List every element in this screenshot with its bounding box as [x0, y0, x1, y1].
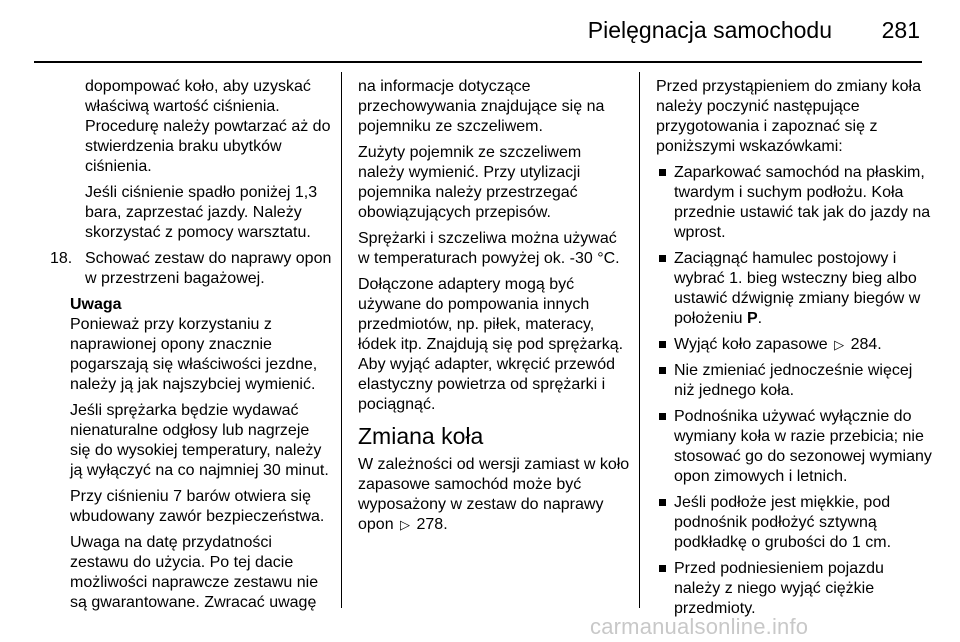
bullet-text-4: Nie zmieniać jednocześnie więcej niż jednego koła. [674, 362, 913, 399]
col2-paragraph-1: na informacje dotyczące przechowywania znajdujące się na pojemniku ze szczeliwem. [358, 78, 605, 135]
bullet-square-icon [659, 499, 666, 506]
bullet-text-2-end: . [757, 310, 763, 327]
col2-paragraph-4: Dołączone adaptery mogą być używane do pompowania innych przedmiotów, np. piłek, materacy, łódek itp. Znajdują się pod sprężarką. Aby wyjąć adapter, wkręcić przewód elastyczny powietrza od sprężarki i pociągnąć. [358, 276, 624, 413]
bullet-square-icon [659, 413, 666, 420]
note-paragraph-2: Jeśli sprężarka będzie wydawać nienaturalne odgłosy lub nagrzeje się do wysokiej temperatury, należy ją wyłączyć na co najmniej 30 minut. [70, 402, 329, 479]
bullet-square-icon [659, 367, 666, 374]
bullet-text-1: Zaparkować samochód na płaskim, twardym i suchym podłożu. Koła przednie ustawić tak jak do jazdy na wprost. [674, 164, 931, 241]
step-18-text: Schować zestaw do naprawy opon w przestrzeni bagażowej. [85, 250, 332, 287]
note-title: Uwaga [70, 296, 122, 313]
bullet-item [656, 559, 932, 619]
column-1 [50, 77, 332, 619]
bullet-square-icon [659, 169, 666, 176]
bullet-item [656, 335, 932, 355]
cross-reference-icon: ▷ [834, 337, 845, 352]
section-heading: Zmiana koła [358, 423, 484, 449]
page-title: Pielęgnacja samochodu [587, 17, 832, 43]
col2-paragraph-3: Sprężarki i szczeliwa można używać w temperaturach powyżej ok. -30 °C. [358, 230, 620, 267]
col3-intro: Przed przystąpieniem do zmiany koła należy poczynić następujące przygotowania i zapoznać się z poniższymi wskazówkami: [656, 78, 922, 155]
note-paragraph-4: Uwaga na datę przydatności zestawu do użycia. Po tej dacie możliwości naprawcze zestawu nie są gwarantowane. Zwracać uwagę [70, 534, 319, 611]
bullet-item [656, 249, 932, 329]
gear-position-p: P [746, 310, 758, 327]
watermark-brand: carmanualsonline.info [590, 614, 809, 639]
col2-paragraph-5-text: W zależności od wersji zamiast w koło zapasowe samochód może być wyposażony w zestaw do naprawy opon [358, 456, 630, 533]
bullet-square-icon [659, 255, 666, 262]
header-divider [34, 61, 922, 63]
bullet-item [656, 163, 932, 243]
column-2 [358, 77, 630, 541]
note-paragraph-3: Przy ciśnieniu 7 barów otwiera się wbudowany zawór bezpieczeństwa. [70, 488, 325, 525]
bullet-item [656, 493, 932, 553]
col2-paragraph-2: Zużyty pojemnik ze szczeliwem należy wymienić. Przy utylizacji pojemnika należy przestrzegać obowiązujących przepisów. [358, 144, 582, 221]
bullet-text-6: Jeśli podłoże jest miękkie, pod podnośnik podłożyć sztywną podkładkę o grubości do 1 cm. [674, 494, 892, 551]
step-18 [50, 249, 332, 289]
column-divider-1 [341, 72, 342, 608]
column-divider-2 [639, 72, 640, 608]
bullet-square-icon [659, 565, 666, 572]
col2-paragraph-5 [358, 455, 630, 535]
page-reference-284[interactable]: 284. [850, 336, 882, 353]
step-17-continuation: dopompować koło, aby uzyskać właściwą wartość ciśnienia. Procedurę należy powtarzać aż do stwierdzenia braku ubytków ciśnienia. [85, 78, 331, 175]
bullet-text-2: Zaciągnąć hamulec postojowy i wybrać 1. bieg wsteczny bieg albo ustawić dźwignię zmiany biegów w położeniu [674, 250, 921, 327]
column-3 [656, 77, 932, 625]
bullet-text-5: Podnośnika używać wyłącznie do wymiany koła w razie przebicia; nie stosować go do sezonowej wymiany opon zimowych i letnich. [674, 408, 932, 485]
page-reference-278[interactable]: 278. [416, 516, 448, 533]
bullet-square-icon [659, 341, 666, 348]
note-box [50, 295, 332, 613]
note-paragraph-1: Ponieważ przy korzystaniu z naprawionej opony znacznie pogarszają się właściwości jezdne, należy ją jak najszybciej wymienić. [70, 316, 318, 393]
bullet-text-3: Wyjąć koło zapasowe [674, 336, 828, 353]
step-18-number: 18. [50, 250, 73, 267]
bullet-text-7: Przed podniesieniem pojazdu należy z niego wyjąć ciężkie przedmioty. [674, 560, 884, 617]
bullet-item [656, 361, 932, 401]
step-17-warning: Jeśli ciśnienie spadło poniżej 1,3 bara, zaprzestać jazdy. Należy skorzystać z pomocy warsztatu. [85, 184, 318, 241]
page-number: 281 [881, 17, 920, 43]
cross-reference-icon: ▷ [400, 517, 411, 532]
bullet-item [656, 407, 932, 487]
